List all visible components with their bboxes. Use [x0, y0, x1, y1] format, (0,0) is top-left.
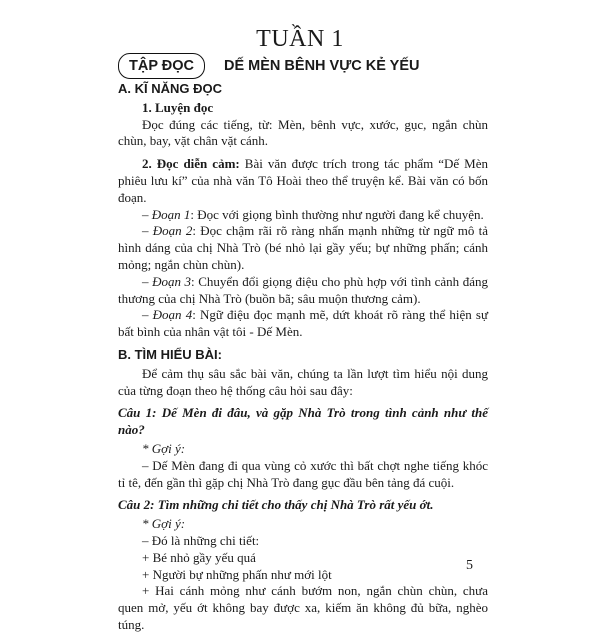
passage-3-guide: – Đoạn 3: Chuyển đổi giọng điệu cho phù hợp với tình cảnh đáng thương của chị Nhà Trò (buồn bã; sâu muộn thương cảm).: [118, 273, 488, 306]
question-2-answer-4: + Hai cánh mỏng như cánh bướm non, ngắn chùn chùn, chưa quen mở, yếu ớt không bay được xa, kiếm ăn không đủ bữa, nghèo túng.: [118, 583, 488, 632]
question-1: Câu 1: Dế Mèn đi đâu, và gặp Nhà Trò trong tình cảnh như thế nào?: [118, 405, 488, 438]
passage-4-text: : Ngữ điệu đọc mạnh mẽ, dứt khoát rõ ràng thể hiện sự bất bình của nhân vật tôi - Dế Mèn.: [118, 307, 489, 340]
passage-2-text: : Đọc chậm rãi rõ ràng nhấn mạnh những từ ngữ mô tả hình dáng của chị Nhà Trò (bé nhỏ lại gầy yếu; bự những phấn; cánh mỏng; ngắn chùn chùn).: [118, 223, 489, 272]
reading-practice-title: 1. Luyện đọc: [142, 99, 214, 115]
expressive-reading-paragraph: [118, 156, 488, 206]
question-2-answer-3: + Người bự những phấn như mới lột: [142, 566, 332, 582]
lesson-title: DẾ MÈN BÊNH VỰC KẺ YẾU: [224, 58, 420, 74]
passage-4-label: Đoạn 4: [152, 307, 193, 323]
passage-3-text: : Chuyển đổi giọng điệu cho phù hợp với tình cảnh đáng thương của chị Nhà Trò (buồn bã; sâu muộn thương cảm).: [118, 273, 488, 306]
passage-4-guide: – Đoạn 4: Ngữ điệu đọc mạnh mẽ, dứt khoát rõ ràng thể hiện sự bất bình của nhân vật tôi - Dế Mèn.: [118, 307, 489, 340]
question-2-hint: [118, 516, 488, 533]
section-a-heading: A. KĨ NĂNG ĐỌC: [118, 81, 222, 96]
week-title: TUẦN 1: [256, 26, 344, 52]
passage-1-label: Đoạn 1: [151, 206, 191, 222]
lesson-type-badge: TẬP ĐỌC: [118, 53, 205, 79]
question-2: Câu 2: Tìm những chi tiết cho thấy chị Nhà Trò rất yếu ớt.: [118, 497, 434, 513]
reading-practice-text: Đọc đúng các tiếng, từ: Mèn, bênh vực, xước, gục, ngắn chùn chùn, bay, vặt chân vặt cánh.: [118, 116, 488, 149]
passage-2-guide: – Đoạn 2: Đọc chậm rãi rõ ràng nhấn mạnh những từ ngữ mô tả hình dáng của chị Nhà Trò (bé nhỏ lại gầy yếu; bự những phấn; cánh mỏng; ngắn chùn chùn).: [118, 223, 489, 272]
question-2-answer-2: + Bé nhỏ gầy yếu quá: [142, 549, 256, 565]
page-content: [118, 77, 488, 634]
passage-1-text: : Đọc với giọng bình thường như người đang kể chuyện.: [190, 206, 484, 222]
expressive-reading-title: 2. Đọc diễn cảm:: [142, 156, 240, 172]
expressive-reading-text: Bài văn được trích trong tác phẩm “Dế Mèn phiêu lưu kí” của nhà văn Tô Hoài theo thể truyện kể. Bài văn có bốn đoạn.: [118, 156, 489, 205]
section-b-heading: B. TÌM HIỂU BÀI:: [118, 346, 222, 362]
question-2-hint-label: * Gợi ý:: [142, 516, 186, 532]
section-b-intro: Để cảm thụ sâu sắc bài văn, chúng ta lần lượt tìm hiểu nội dung của từng đoạn theo hệ thống câu hỏi sau đây:: [118, 365, 488, 398]
question-1-hint-label: * Gợi ý:: [142, 440, 186, 456]
question-2-answer-1: – Đó là những chi tiết:: [142, 532, 260, 548]
page-number: 5: [466, 558, 473, 573]
passage-3-label: Đoạn 3: [152, 273, 192, 289]
question-1-answer: – Dế Mèn đang đi qua vùng cỏ xước thì bất chợt nghe tiếng khóc tỉ tê, đến gần thì gặp chị Nhà Trò đang gục đầu bên tảng đá cuội.: [118, 457, 488, 490]
question-1-hint: [118, 441, 488, 458]
passage-2-label: Đoạn 2: [152, 223, 193, 239]
passage-1-guide: – Đoạn 1: Đọc với giọng bình thường như người đang kể chuyện.: [142, 206, 484, 222]
